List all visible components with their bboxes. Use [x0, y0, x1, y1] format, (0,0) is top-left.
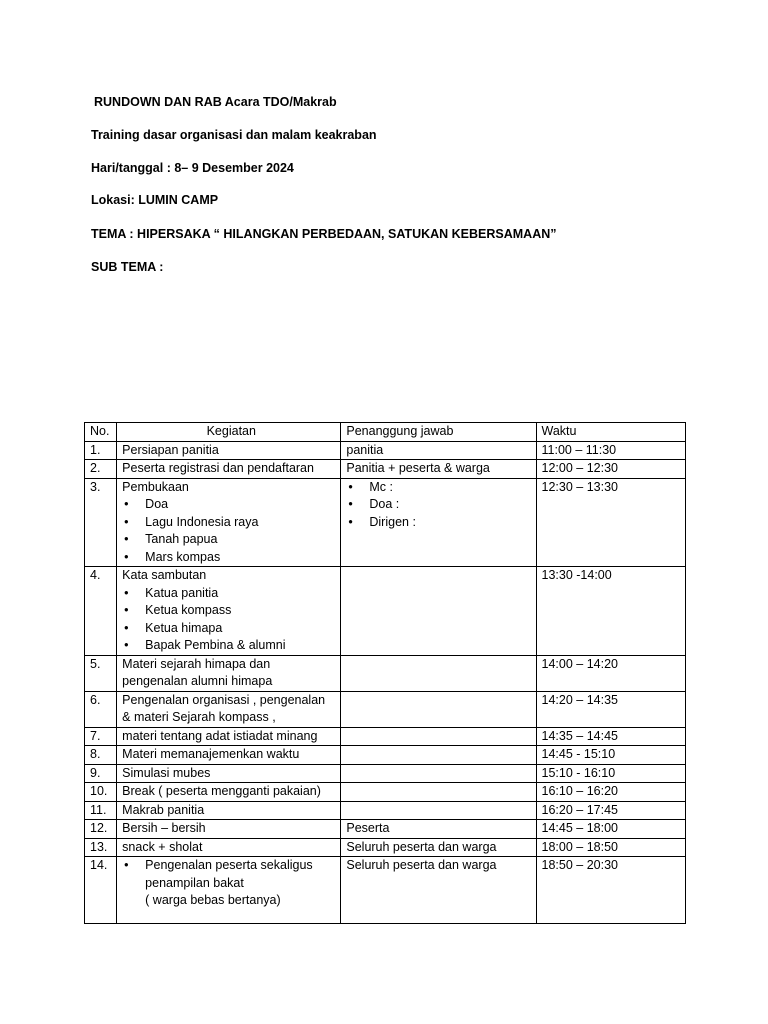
event-location: Lokasi: LUMIN CAMP	[91, 193, 219, 207]
kegiatan-note: ( warga bebas bertanya)	[145, 893, 281, 907]
row-kegiatan: Bersih – bersih	[117, 820, 341, 839]
table-row	[85, 838, 686, 857]
list-item: • Mars kompas	[122, 549, 340, 567]
table-row	[85, 820, 686, 839]
event-theme: TEMA : HIPERSAKA “ HILANGKAN PERBEDAAN, SATUKAN KEBERSAMAAN”	[91, 227, 557, 241]
header-penanggung-jawab: Penanggung jawab	[341, 423, 536, 442]
row-waktu: 18:50 – 20:30	[536, 857, 685, 924]
list-item: • Lagu Indonesia raya	[122, 514, 340, 532]
list-item: • Katua panitia	[122, 585, 340, 603]
row-penanggung-jawab	[341, 691, 536, 727]
row-kegiatan: Simulasi mubes	[117, 764, 341, 783]
row-waktu: 14:00 – 14:20	[536, 655, 685, 691]
table-row	[85, 783, 686, 802]
row-penanggung-jawab	[341, 478, 536, 567]
row-no: 4.	[85, 567, 117, 656]
row-no: 10.	[85, 783, 117, 802]
kegiatan-line: Pengenalan organisasi , pengenalan	[122, 692, 326, 707]
table-row	[85, 801, 686, 820]
kegiatan-line: pengenalan alumni himapa	[122, 674, 273, 688]
row-penanggung-jawab	[341, 783, 536, 802]
row-kegiatan: Materi memanajemenkan waktu	[117, 746, 341, 765]
row-penanggung-jawab	[341, 655, 536, 691]
row-penanggung-jawab: panitia	[341, 441, 536, 460]
header-no: No.	[85, 423, 117, 442]
table-row	[85, 857, 686, 924]
kegiatan-line: Materi sejarah himapa dan	[122, 656, 271, 671]
kegiatan-list	[122, 585, 340, 655]
list-item: • Doa	[122, 496, 340, 514]
kegiatan-list	[122, 857, 340, 892]
row-penanggung-jawab	[341, 801, 536, 820]
row-penanggung-jawab: Peserta	[341, 820, 536, 839]
row-kegiatan	[117, 567, 341, 656]
row-waktu: 18:00 – 18:50	[536, 838, 685, 857]
list-item: • Dirigen :	[346, 514, 535, 532]
row-waktu: 14:45 - 15:10	[536, 746, 685, 765]
table-row	[85, 441, 686, 460]
row-kegiatan	[117, 691, 341, 727]
table-row	[85, 764, 686, 783]
table-row	[85, 478, 686, 567]
row-no: 2.	[85, 460, 117, 479]
row-waktu: 16:20 – 17:45	[536, 801, 685, 820]
event-date: Hari/tanggal : 8– 9 Desember 2024	[91, 161, 294, 175]
row-no: 11.	[85, 801, 117, 820]
kegiatan-line: & materi Sejarah kompass ,	[122, 710, 276, 724]
table-header-row	[85, 423, 686, 442]
row-no: 7.	[85, 727, 117, 746]
row-waktu: 14:45 – 18:00	[536, 820, 685, 839]
table-row	[85, 746, 686, 765]
table-row	[85, 727, 686, 746]
row-waktu: 15:10 - 16:10	[536, 764, 685, 783]
event-subtheme: SUB TEMA :	[91, 260, 164, 274]
row-penanggung-jawab	[341, 727, 536, 746]
row-no: 9.	[85, 764, 117, 783]
row-penanggung-jawab	[341, 746, 536, 765]
row-waktu: 16:10 – 16:20	[536, 783, 685, 802]
table-row	[85, 655, 686, 691]
row-no: 13.	[85, 838, 117, 857]
row-kegiatan: snack + sholat	[117, 838, 341, 857]
row-kegiatan: materi tentang adat istiadat minang	[117, 727, 341, 746]
row-kegiatan: Peserta registrasi dan pendaftaran	[117, 460, 341, 479]
row-kegiatan	[117, 857, 341, 924]
row-kegiatan	[117, 478, 341, 567]
list-item: • Doa :	[346, 496, 535, 514]
row-waktu: 12:00 – 12:30	[536, 460, 685, 479]
header-waktu: Waktu	[536, 423, 685, 442]
row-no: 12.	[85, 820, 117, 839]
kegiatan-heading: Pembukaan	[122, 479, 189, 494]
header-kegiatan: Kegiatan	[117, 423, 341, 442]
row-kegiatan: Persiapan panitia	[117, 441, 341, 460]
row-kegiatan	[117, 655, 341, 691]
penanggung-jawab-list	[346, 479, 535, 532]
row-kegiatan: Break ( peserta mengganti pakaian)	[117, 783, 341, 802]
rundown-table	[84, 422, 686, 924]
row-waktu: 11:00 – 11:30	[536, 441, 685, 460]
row-penanggung-jawab: Panitia + peserta & warga	[341, 460, 536, 479]
row-no: 1.	[85, 441, 117, 460]
row-no: 14.	[85, 857, 117, 924]
list-item: • Ketua kompass	[122, 602, 340, 620]
row-penanggung-jawab: Seluruh peserta dan warga	[341, 838, 536, 857]
row-penanggung-jawab	[341, 567, 536, 656]
row-waktu: 12:30 – 13:30	[536, 478, 685, 567]
row-no: 8.	[85, 746, 117, 765]
row-no: 5.	[85, 655, 117, 691]
list-item: • Pengenalan peserta sekaligus penampilan bakat	[122, 857, 340, 892]
document-title: RUNDOWN DAN RAB Acara TDO/Makrab	[94, 95, 337, 109]
row-penanggung-jawab	[341, 764, 536, 783]
list-item: • Ketua himapa	[122, 620, 340, 638]
row-waktu: 13:30 -14:00	[536, 567, 685, 656]
kegiatan-list	[122, 496, 340, 566]
row-no: 3.	[85, 478, 117, 567]
row-no: 6.	[85, 691, 117, 727]
table-row	[85, 460, 686, 479]
kegiatan-heading: Kata sambutan	[122, 568, 207, 582]
table-row	[85, 567, 686, 656]
list-item: • Bapak Pembina & alumni	[122, 637, 340, 655]
list-item: • Tanah papua	[122, 531, 340, 549]
event-subtitle: Training dasar organisasi dan malam keakraban	[91, 128, 377, 142]
row-waktu: 14:20 – 14:35	[536, 691, 685, 727]
row-kegiatan: Makrab panitia	[117, 801, 341, 820]
table-row	[85, 691, 686, 727]
row-waktu: 14:35 – 14:45	[536, 727, 685, 746]
row-penanggung-jawab: Seluruh peserta dan warga	[341, 857, 536, 924]
list-item: • Mc :	[346, 479, 535, 497]
